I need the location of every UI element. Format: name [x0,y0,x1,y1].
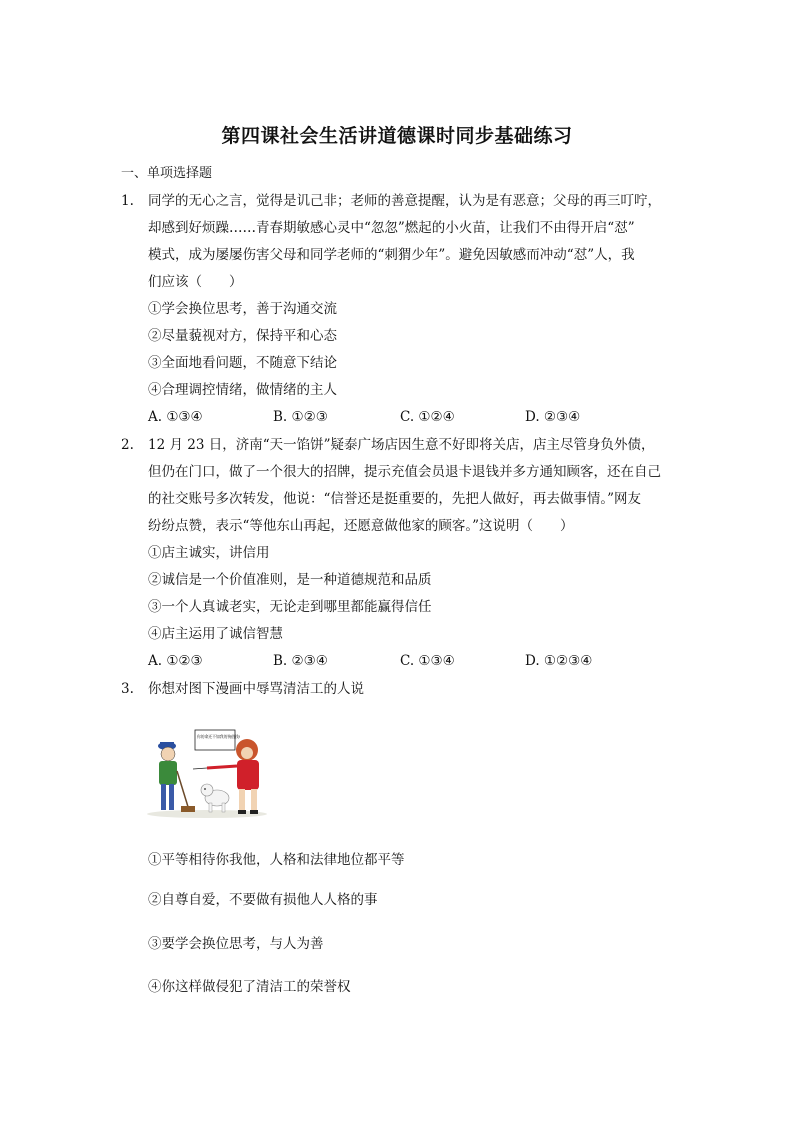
page-title: 第四课社会生活讲道德课时同步基础练习 [221,125,573,147]
statement-option: ①学会换位思考，善于沟通交流 [148,301,337,317]
question-text-line: 同学的无心之言，觉得是讥己非；老师的善意提醒，认为是有恶意；父母的再三叮咛， [148,193,661,209]
statement-option: ④店主运用了诚信智慧 [148,626,283,642]
choice-c: C. ①③④ [400,653,455,669]
question-text-line: 你想对图下漫画中辱骂清洁工的人说 [148,681,364,697]
choice-a: A. ①②③ [148,653,203,669]
statement-option: ④合理调控情绪，做情绪的主人 [148,382,337,398]
statement-option: ③要学会换位思考，与人为善 [148,936,324,952]
question-text-line: 12 月 23 日，济南“天一馅饼”疑泰广场店因生意不好即将关店，店主尽管身负外债， [148,437,655,453]
choice-b: B. ②③④ [273,653,328,669]
statement-option: ②诚信是一个价值准则，是一种道德规范和品质 [148,572,432,588]
cartoon-image [147,726,282,818]
section-heading: 一、单项选择题 [121,166,213,181]
statement-option: ②尽量藐视对方，保持平和心态 [148,328,337,344]
statement-option: ③全面地看问题，不随意下结论 [148,355,337,371]
question-1 [121,188,681,431]
choice-d: D. ①②③④ [525,653,593,669]
question-3 [121,676,681,703]
statement-option: ②自尊自爱，不要做有损他人人格的事 [148,892,378,908]
choice-d: D. ②③④ [525,409,581,425]
question-text-line: 但仍在门口，做了一个很大的招牌，提示充值会员退卡退钱并多方通知顾客，还在自己 [148,464,661,480]
statement-option: ①店主诚实，讲信用 [148,545,270,561]
question-number: 3. [121,681,134,697]
question-text-line: 却感到好烦躁……青春期敏感心灵中“忽忽”燃起的小火苗，让我们不由得开启“怼” [148,220,635,236]
question-number: 1. [121,193,134,209]
speech-bubble-text: 你的命还不如我的狗值钱! [197,734,241,739]
choice-c: C. ①②④ [400,409,455,425]
question-text-line: 模式，成为屡屡伤害父母和同学老师的“刺猬少年”。避免因敏感而冲动“怼”人，我 [148,247,635,263]
statement-option: ③一个人真诚老实，无论走到哪里都能赢得信任 [148,599,432,615]
statement-option: ④你这样做侵犯了清洁工的荣誉权 [148,979,351,995]
question-2 [121,432,681,675]
answer-choices [148,648,681,675]
question-text-line: 们应该（ ） [148,274,243,290]
choice-b: B. ①②③ [273,409,328,425]
answer-choices [148,404,681,431]
question-text-line: 纷纷点赞，表示“等他东山再起，还愿意做他家的顾客。”这说明（ ） [148,518,574,534]
choice-a: A. ①③④ [148,409,203,425]
statement-option: ①平等相待你我他，人格和法律地位都平等 [148,852,405,868]
question-number: 2. [121,437,134,453]
question-text-line: 的社交账号多次转发，他说：“信誉还是挺重要的，先把人做好，再去做事情。”网友 [148,491,642,507]
